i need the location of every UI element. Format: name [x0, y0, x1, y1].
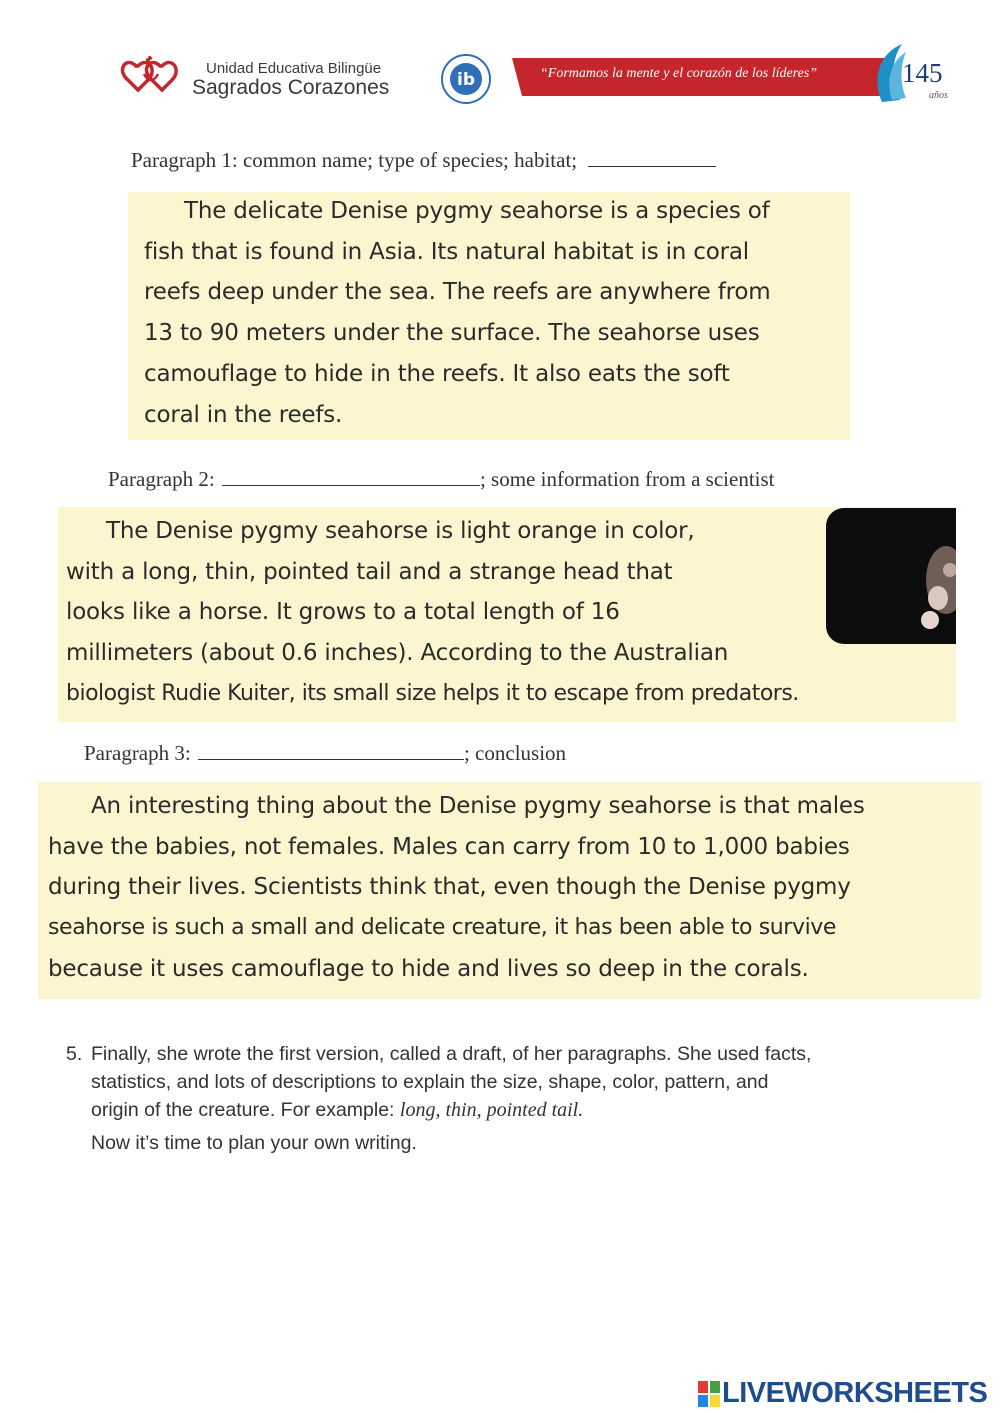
- paragraph1-line: fish that is found in Asia. Its natural habitat is in coral: [144, 238, 749, 265]
- task5-line3-plain: origin of the creature. For example:: [91, 1099, 395, 1121]
- paragraph1-label: [131, 148, 716, 173]
- paragraph2-text: [66, 511, 799, 715]
- paragraph3-line: during their lives. Scientists think that, even though the Denise pygmy: [48, 874, 851, 901]
- paragraph3-answer-blank[interactable]: [198, 741, 464, 760]
- school-name-line2: Sagrados Corazones: [192, 76, 390, 99]
- paragraph2-label-prefix: Paragraph 2:: [108, 467, 215, 491]
- ib-logo-text: ib: [457, 70, 475, 90]
- paragraph3-label-suffix: ; conclusion: [463, 741, 567, 765]
- paragraph3-line: An interesting thing about the Denise pygmy seahorse is that males: [91, 793, 865, 819]
- paragraph1-answer-blank[interactable]: [588, 148, 716, 167]
- paragraph1-line: 13 to 90 meters under the surface. The seahorse uses: [144, 320, 760, 347]
- paragraph1-text: [144, 191, 770, 435]
- task5-text: [91, 1040, 811, 1124]
- paragraph2-line: millimeters (about 0.6 inches). According to the Australian: [66, 640, 729, 667]
- school-name-line1: Unidad Educativa Bilingüe: [206, 60, 382, 77]
- paragraph3-text: [48, 786, 865, 990]
- task5-followup: Now it’s time to plan your own writing.: [91, 1132, 417, 1154]
- paragraph1-line: coral in the reefs.: [144, 401, 343, 428]
- liveworksheets-logo-icon: [698, 1381, 720, 1407]
- paragraph1-line: camouflage to hide in the reefs. It also eats the soft: [144, 360, 730, 387]
- anniversary-number: 145: [902, 58, 943, 88]
- task5-line: [91, 1096, 811, 1124]
- task5-line: statistics, and lots of descriptions to explain the size, shape, color, pattern, and: [91, 1071, 769, 1093]
- paragraph2-label-suffix: ; some information from a scientist: [479, 467, 775, 491]
- seahorse-photo: [826, 508, 956, 644]
- paragraph3-line: because it uses camouflage to hide and lives so deep in the corals.: [48, 955, 809, 982]
- paragraph2-line: looks like a horse. It grows to a total length of 16: [66, 599, 620, 626]
- paragraph2-line: The Denise pygmy seahorse is light orange in color,: [106, 518, 695, 544]
- paragraph3-line: seahorse is such a small and delicate creature, it has been able to survive: [48, 915, 837, 941]
- paragraph2-line: biologist Rudie Kuiter, its small size helps it to escape from predators.: [66, 680, 799, 706]
- paragraph1-line: The delicate Denise pygmy seahorse is a species of: [184, 198, 770, 224]
- anniversary-word: años: [929, 90, 948, 101]
- paragraph2-answer-blank[interactable]: [222, 467, 480, 486]
- motto-text: “Formamos la mente y el corazón de los líderes”: [540, 66, 818, 81]
- school-logo-icon: [118, 52, 188, 102]
- task5-line3-italic: long, thin, pointed tail.: [399, 1099, 584, 1121]
- paragraph3-label-prefix: Paragraph 3:: [84, 741, 191, 765]
- paragraph2-line: with a long, thin, pointed tail and a strange head that: [66, 558, 673, 585]
- paragraph2-label: [108, 467, 775, 492]
- paragraph1-line: reefs deep under the sea. The reefs are anywhere from: [144, 279, 771, 306]
- liveworksheets-brand[interactable]: LIVEWORKSHEETS: [722, 1377, 988, 1409]
- paragraph3-line: have the babies, not females. Males can carry from 10 to 1,000 babies: [48, 833, 850, 860]
- paragraph3-label: [84, 741, 566, 766]
- ib-logo-icon: [434, 52, 498, 106]
- paragraph1-label-text: Paragraph 1: common name; type of species; habitat;: [131, 148, 578, 172]
- task5-line: Finally, she wrote the first version, called a draft, of her paragraphs. She used facts,: [91, 1043, 812, 1065]
- task5-number: 5.: [66, 1043, 83, 1065]
